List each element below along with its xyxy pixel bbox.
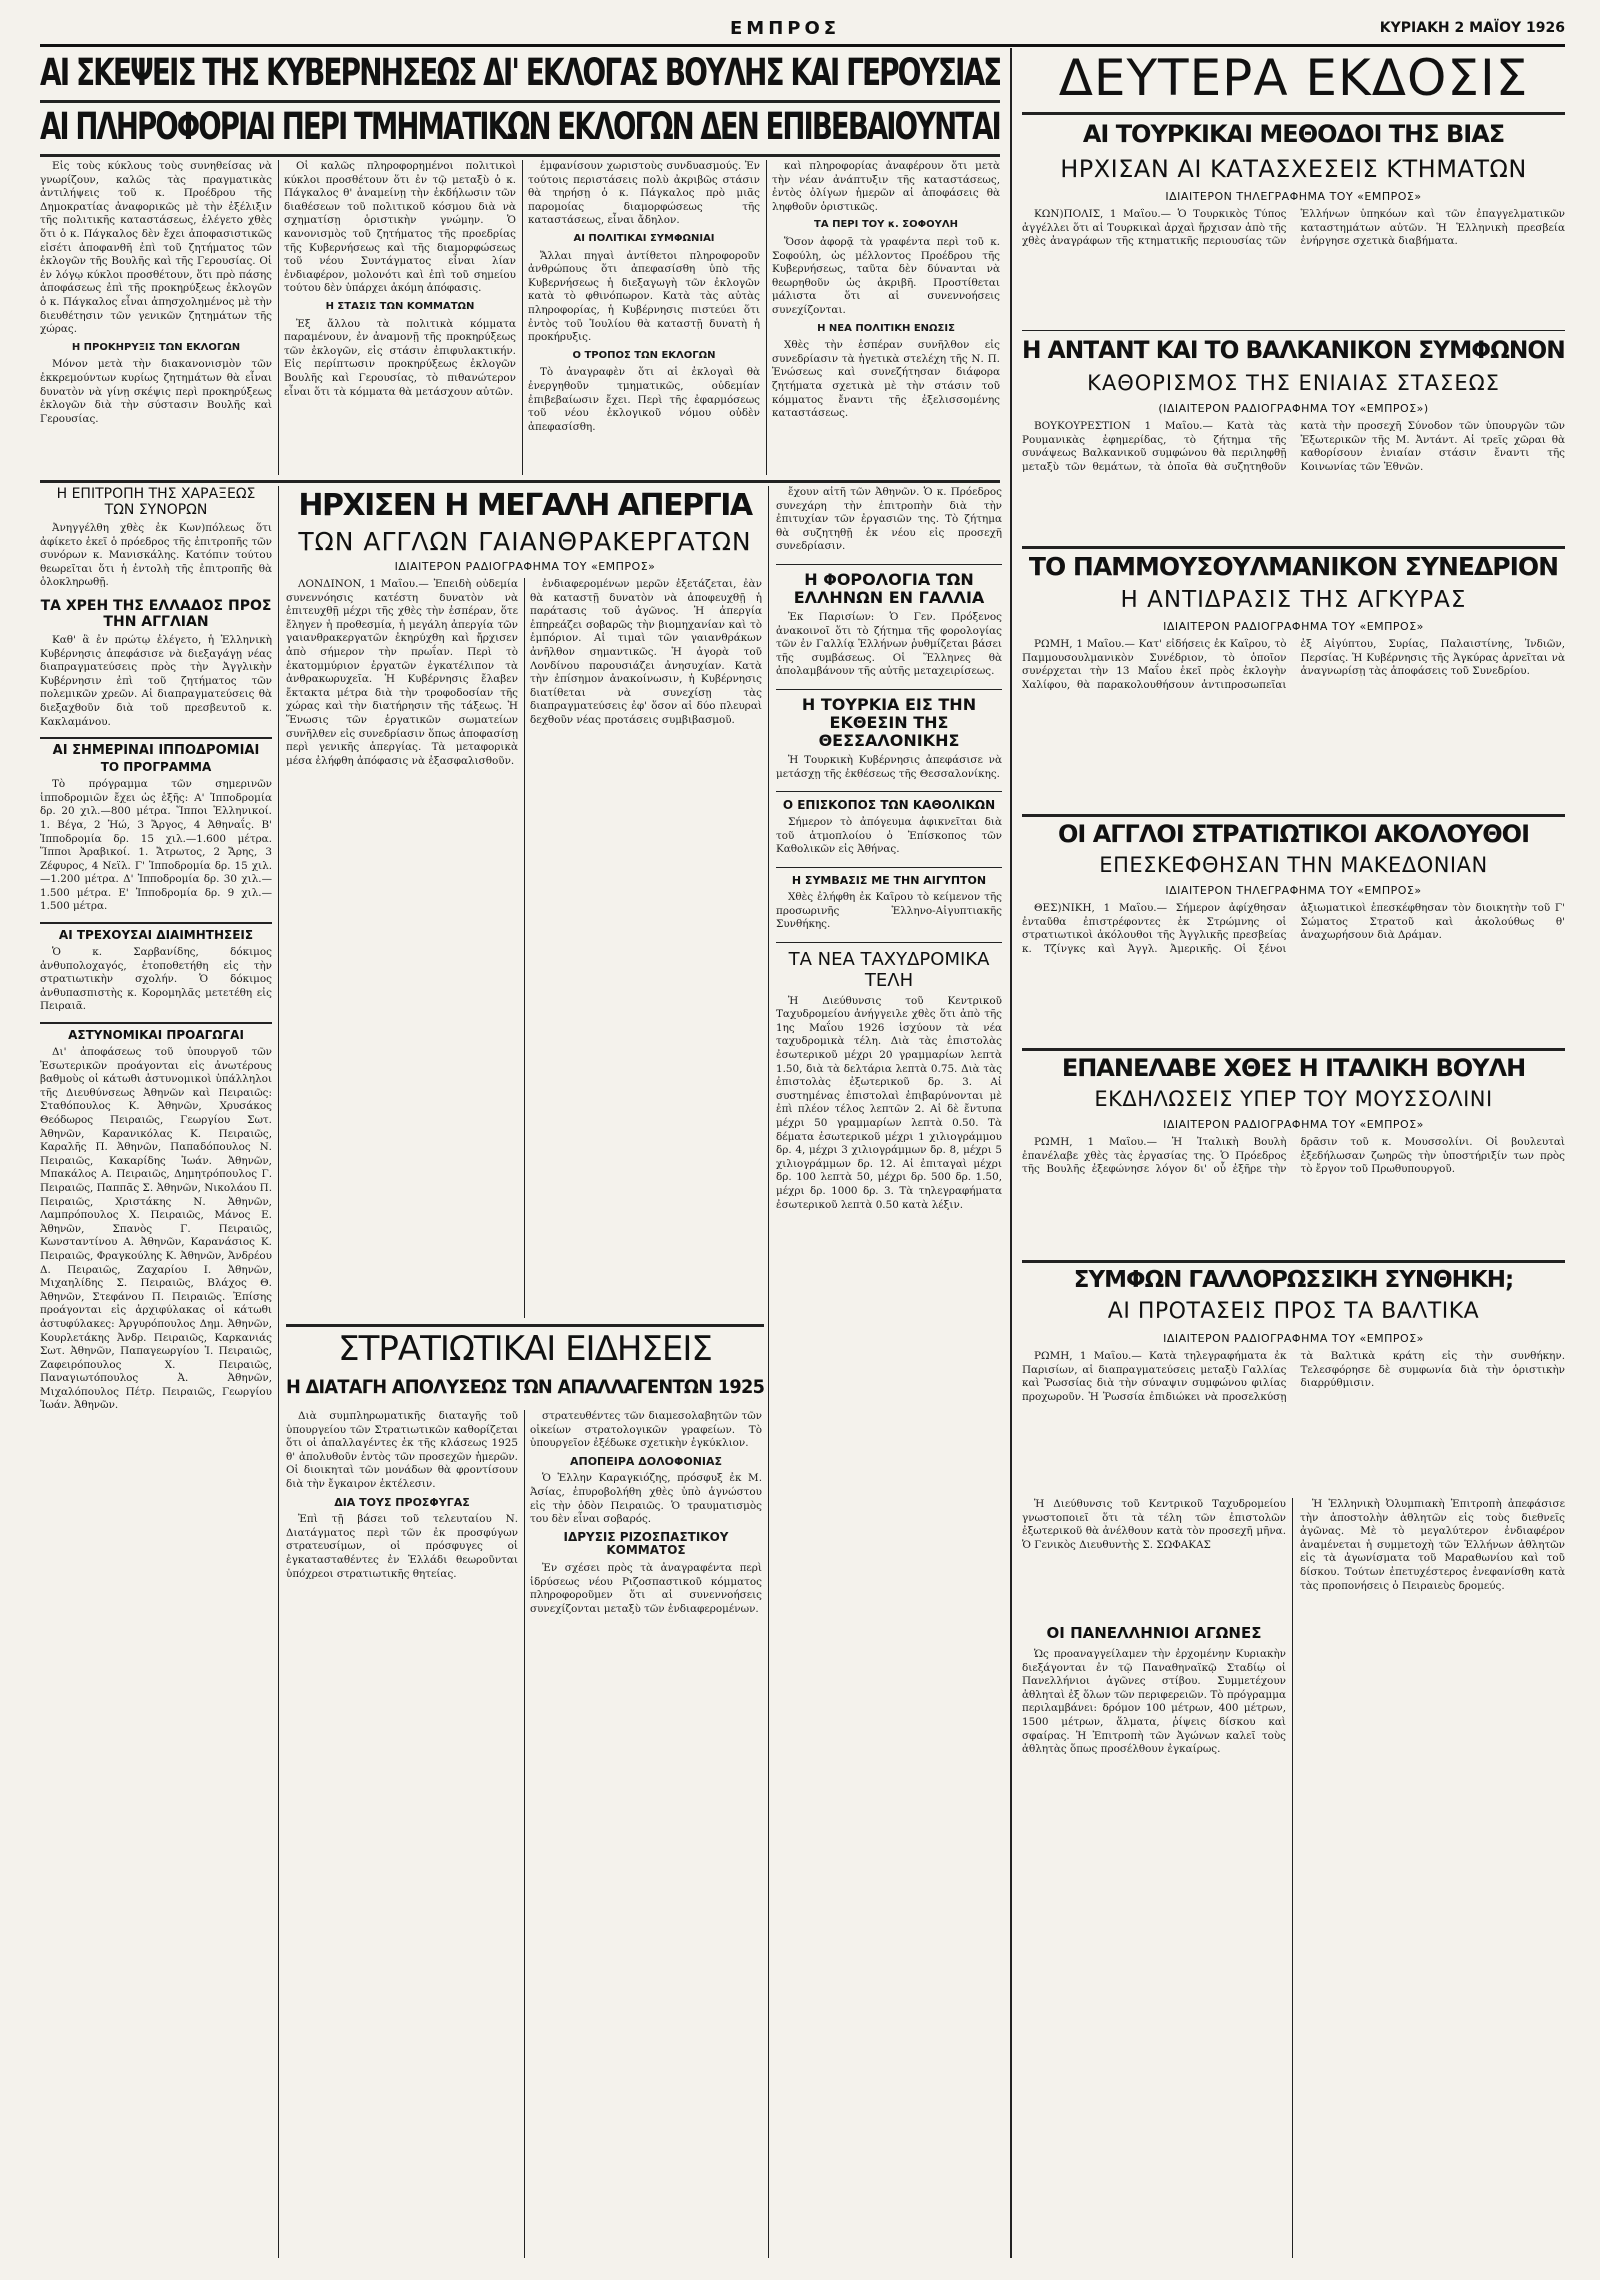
- article: [40, 634, 272, 733]
- masthead: [40, 18, 1565, 47]
- section-subtitle: ΤΟ ΠΡΟΓΡΑΜΜΑ: [100, 760, 212, 775]
- section-title: ΑΠΟΠΕΙΡΑ ΔΟΛΟΦΟΝΙΑΣ: [569, 1454, 723, 1468]
- section-title: Η ΠΡΟΚΗΡΥΞΙΣ ΤΩΝ ΕΚΛΟΓΩΝ: [71, 341, 241, 353]
- article: [40, 522, 272, 594]
- strike-subheadline: [286, 528, 764, 556]
- rule: [768, 486, 769, 2258]
- pan-islamic-body: [1022, 638, 1565, 808]
- article: [776, 611, 1002, 683]
- paragraph: Ἡ Ἑλληνικὴ Ὀλυμπιακὴ Ἐπιτροπὴ ἀπεφάσισε τὴν ἀποστολὴν ἀθλητῶν εἰς τοὺς διεθνεῖς ἀγῶνας. Μὲ τὸ μεγαλύτερον ἐνδιαφέρον ἀναμένεται ἡ συμμετοχὴ τῶν Ἑλλήνων ἀθλητῶν εἰς τὰ ἀγωνίσματα τοῦ Μαραθωνίου καὶ τοῦ δίσκου. Τούτων ἐπετυχέστερος ἐνεφανίσθη κατὰ τὰς προπονήσεις ὁ Πειραιεὺς δρομεύς.: [1300, 1498, 1565, 1592]
- right-top-body-2: [1022, 420, 1565, 538]
- paragraph: Τὸ ἀναγραφὲν ὅτι αἱ ἐκλογαὶ θὰ ἐνεργηθοῦν τμηματικῶς, οὐδεμίαν ἐπιβεβαίωσιν ἔχει. Περὶ τῆς ἐφαρμόσεως τοῦ νέου ἐκλογικοῦ νόμου οὐδὲν ἀπεφασίσθη.: [528, 366, 760, 433]
- paragraph: Ἐν σχέσει πρὸς τὰ ἀναγραφέντα περὶ ἱδρύσεως νέου Ριζοσπαστικοῦ κόμματος πληροφοροῦμεν ὅτι αἱ συνεννοήσεις συνεχίζονται μεταξὺ τῶν ἐνδιαφερομένων.: [530, 1561, 762, 1615]
- paragraph: Χθὲς τὴν ἑσπέραν συνῆλθον εἰς συνεδρίασιν τὰ ἡγετικὰ στελέχη τῆς Ν. Π. Ἑνώσεως καὶ συνεζήτησαν διάφορα ζητήματα σχετικὰ μὲ τὴν στάσιν τοῦ κόμματος ἔναντι τῆς ἐξελισσομένης καταστάσεως.: [772, 339, 1000, 420]
- credit-line: ΙΔΙΑΙΤΕΡΟΝ ΡΑΔΙΟΓΡΑΦΗΜΑ ΤΟΥ «ΕΜΠΡΟΣ»: [394, 560, 656, 573]
- left-column: [40, 486, 272, 2258]
- right-top-body: [1022, 208, 1565, 326]
- paragraph: Ἡ Τουρκικὴ Κυβέρνησις ἀπεφάσισε νὰ μετάσχῃ τῆς ἐκθέσεως τῆς Θεσσαλονίκης.: [776, 753, 1002, 780]
- paragraph: Εἰς τοὺς κύκλους τοὺς συνηθείσας νὰ γνωρίζουν, καλῶς τὰς πραγματικὰς ἀντιλήψεις τοῦ κ. Προέδρου τῆς Δημοκρατίας ἀναφορικῶς μὲ τὴν ἐξέλιξιν τῆς πολιτικῆς καταστάσεως, ἐλέγετο χθὲς ὅτι ὁ κ. Πάγκαλος δὲν ἔχει ἀποφασιστικῶς εἰσέτι ἀποφανθῆ ἐπὶ τοῦ ζητήματος τῶν ἐκλογῶν τῆς Βουλῆς καὶ τῆς Γερουσίας. Οἱ ἐν λόγῳ κύκλοι προσθέτουν, ὅτι πρὸ πάσης ἀποφάσεως ἐπὶ τῆς προκηρύξεως ἐκλογῶν ὁ κ. Πάγκαλος εἶναι ἀπησχολημένος μὲ τὴν διευθέτησιν τῶν γενικῶν ζητημάτων τῆς χώρας.: [40, 160, 272, 336]
- paragraph: ἔχουν αἰτῆ τῶν Ἀθηνῶν. Ὁ κ. Πρόεδρος συνεχάρη τὴν ἐπιτροπὴν διὰ τὴν ἐπιτυχίαν τῶν ἐργασιῶν της. Τὸ ζήτημα θὰ συζητηθῇ ἐκ νέου εἰς προσεχῆ συνεδρίασιν.: [776, 486, 1002, 553]
- credit-line: ΙΔΙΑΙΤΕΡΟΝ ΡΑΔΙΟΓΡΑΦΗΜΑ ΤΟΥ «ΕΜΠΡΟΣ»: [1163, 1118, 1424, 1131]
- paragraph: ΛΟΝΔΙΝΟΝ, 1 Μαΐου.— Ἐπειδὴ οὐδεμία συνεννόησις κατέστη δυνατὸν νὰ ἐπιτευχθῇ μέχρι τῆς χθὲς τὴν ἑσπέραν, ὅτε ἔληγεν ἡ προθεσμία, ἡ μεγάλη ἀπεργία τῶν γαιανθρακεργατῶν ἐκηρύχθη καὶ ἤρχισεν ἀπὸ σήμερον τὴν πρωΐαν. Περὶ τὸ ἑκατομμύριον ἐργατῶν ἐγκατέλιπον τὰ ἀνθρακωρυχεῖα. Ἡ Κυβέρνησις ἔλαβεν ἔκτακτα μέτρα διὰ τὴν τροφοδοσίαν τῆς χώρας καὶ τὴν διατήρησιν τῆς τάξεως. Ἡ Ἕνωσις τῶν ἐργατικῶν σωματείων συνῆλθεν εἰς συνεδρίασιν ὅπως ἀποφασίσῃ περὶ γενικῆς ἀπεργίας. Τὰ μεταφορικὰ μέσα ἐλήφθη ἀπόφασις νὰ ἐξασφαλισθοῦν.: [286, 578, 518, 767]
- paragraph: Ἀνηγγέλθη χθὲς ἐκ Κων)πόλεως ὅτι ἀφίκετο ἐκεῖ ὁ πρόεδρος τῆς ἐπιτροπῆς τῶν συνόρων κ. Μανισκάλης. Κατόπιν τούτου θεωρεῖται ὅτι ἡ ἐντολὴ τῆς ἐπιτροπῆς θὰ ὁλοκληρωθῇ.: [40, 522, 272, 589]
- paragraph: Ἐκ Παρισίων: Ὁ Γεν. Πρόξενος ἀνακοινοῖ ὅτι τὸ ζήτημα τῆς φορολογίας τῶν ἐν Γαλλίᾳ Ἑλλήνων ῥυθμίζεται βάσει τῆς συμβάσεως. Οἱ Ἕλληνες θὰ ἀπολαμβάνουν τῆς αὐτῆς μεταχειρίσεως.: [776, 610, 1002, 678]
- section-title: Ο ΤΡΟΠΟΣ ΤΩΝ ΕΚΛΟΓΩΝ: [572, 349, 716, 361]
- rule: [40, 1022, 272, 1024]
- military-subheadline: [286, 1378, 764, 1398]
- rule: [524, 1410, 525, 2258]
- headline-text: ΚΑΘΟΡΙΣΜΟΣ ΤΗΣ ΕΝΙΑΙΑΣ ΣΤΑΣΕΩΣ: [1087, 372, 1500, 395]
- section-title: Η ΣΥΜΒΑΣΙΣ ΜΕ ΤΗΝ ΑΙΓΥΠΤΟΝ: [791, 873, 987, 887]
- section-title: ΑΙ ΠΟΛΙΤΙΚΑΙ ΣΥΜΦΩΝΙΑΙ: [573, 232, 715, 244]
- rule: [278, 486, 279, 2258]
- section-title: Η ΕΠΙΤΡΟΠΗ ΤΗΣ ΧΑΡΑΞΕΩΣ ΤΩΝ ΣΥΝΟΡΩΝ: [56, 486, 256, 518]
- paragraph: ΘΕΣ)ΝΙΚΗ, 1 Μαΐου.— Σήμερον ἀφίχθησαν ἐνταῦθα ἐπιστρέφοντες ἐκ Στρώμνης οἱ στρατιωτικοὶ ἀκόλουθοι τῆς Ἀγγλικῆς πρεσβείας κ. Τζίνγκς καὶ Ἀγγλ. Ἀμερικῆς. Οἱ ξένοι ἀξιωματικοὶ ἐπεσκέφθησαν τὸν διοικητὴν τοῦ Γ' Σώματος Στρατοῦ καὶ ἀκολούθως θ' ἀναχωρήσουν διὰ Δράμαν.: [1022, 902, 1565, 955]
- headline-text: ΣΥΜΦΩΝ ΓΑΛΛΟΡΩΣΣΙΚΗ ΣΥΝΘΗΚΗ;: [1073, 1268, 1514, 1293]
- rule: [1010, 48, 1012, 2258]
- top-col-4: [772, 160, 1000, 475]
- newspaper-name: ΕΜΠΡΟΣ: [730, 18, 841, 39]
- article: [776, 995, 1002, 1217]
- headline-text: ΕΚΔΗΛΩΣΕΙΣ ΥΠΕΡ ΤΟΥ ΜΟΥΣΣΟΛΙΝΙ: [1094, 1088, 1493, 1111]
- rule: [1022, 330, 1565, 331]
- credit-line: ΙΔΙΑΙΤΕΡΟΝ ΡΑΔΙΟΓΡΑΦΗΜΑ ΤΟΥ «ΕΜΠΡΟΣ»: [1163, 1332, 1424, 1345]
- article: [40, 946, 272, 1018]
- olympic-committee-body: [1300, 1498, 1565, 2258]
- rule: [524, 578, 525, 1318]
- attaches-headline: [1022, 822, 1565, 847]
- paragraph: ΚΩΝ)ΠΟΛΙΣ, 1 Μαΐου.— Ὁ Τουρκικὸς Τύπος ἀγγέλλει ὅτι αἱ Τουρκικαὶ ἀρχαὶ ἤρχισαν ἀπὸ τῆς χθὲς ἀναγράφων τῆς κτηματικῆς περιουσίας τῶν Ἑλλήνων ὑπηκόων καὶ τῶν ἐπαγγελματικῶν καταστημάτων αὐτῶν. Ἡ Ἑλληνικὴ πρεσβεία ἐνήργησε σχετικὰ διαβήματα.: [1022, 208, 1565, 248]
- rule: [1022, 112, 1565, 115]
- rule: [1292, 1498, 1293, 2258]
- section-title: Η ΦΟΡΟΛΟΓΙΑ ΤΩΝ ΕΛΛΗΝΩΝ ΕΝ ΓΑΛΛΙΑ: [793, 569, 985, 607]
- strike-headline: [286, 490, 764, 522]
- paragraph: Ἐπὶ τῇ βάσει τοῦ τελευταίου Ν. Διατάγματος περὶ τῶν ἐκ προσφύγων στρατευσίμων, οἱ πρόσφυγες οἱ ἐγκατασταθέντες ἐν Ἑλλάδι θεωροῦνται ὑπόχρεοι στρατιωτικῆς θητείας.: [286, 1513, 518, 1580]
- headline-text: Η ΑΝΤΙΔΡΑΣΙΣ ΤΗΣ ΑΓΚΥΡΑΣ: [1120, 588, 1467, 613]
- military-col-2: [530, 1410, 762, 2258]
- paragraph: Μόνον μετὰ τὴν διακανονισμὸν τῶν ἐκκρεμούντων κυρίως ζητημάτων θὰ εἶναι δυνατὸν νὰ γίνῃ σκέψις περὶ προκηρύξεως ἐκλογῶν διὰ τὴν σύστασιν Βουλῆς καὶ Γερουσίας.: [40, 358, 272, 425]
- rule: [40, 922, 272, 924]
- military-col-1: [286, 1410, 518, 2258]
- headline-text: ΗΡΧΙΣΑΝ ΑΙ ΚΑΤΑΣΧΕΣΕΙΣ ΚΤΗΜΑΤΩΝ: [1060, 156, 1527, 183]
- paragraph: Σήμερον τὸ ἀπόγευμα ἀφικνεῖται διὰ τοῦ ἀτμοπλοίου ὁ Ἐπίσκοπος τῶν Καθολικῶν εἰς Ἀθήνας.: [776, 816, 1002, 856]
- top-col-3: [528, 160, 760, 475]
- paragraph: Ὁ Ἑλλην Καραγκιόζης, πρόσφυξ ἐκ Μ. Ἀσίας, ἐπυροβολήθη χθὲς ὑπὸ ἀγνώστου εἰς τὴν ὁδὸν Πειραιῶς. Ὁ τραυματισμὸς του δὲν εἶναι σοβαρός.: [530, 1472, 762, 1526]
- pan-islamic-headline: [1022, 554, 1565, 580]
- headline-text: ΤΩΝ ΑΓΓΛΩΝ ΓΑΙΑΝΘΡΑΚΕΡΓΑΤΩΝ: [298, 528, 752, 556]
- article: [40, 1046, 272, 1417]
- top-headline-1: [40, 54, 1000, 93]
- section-title: Η ΣΤΑΣΙΣ ΤΩΝ ΚΟΜΜΑΤΩΝ: [325, 300, 475, 312]
- paragraph: Ὅσον ἀφορᾷ τὰ γραφέντα περὶ τοῦ κ. Σοφούλη, ὡς μέλλοντος Προέδρου τῆς Κυβερνήσεως, ταῦτα δὲν δύνανται νὰ θεωρηθοῦν ὡς ἀκριβῆ. Προστίθεται μάλιστα ὅτι αἱ συνεννοήσεις συνεχίζονται.: [772, 235, 1000, 316]
- rule: [40, 737, 272, 739]
- rule: [776, 564, 1002, 565]
- center-column: [776, 486, 1002, 2258]
- rule: [776, 791, 1002, 792]
- franco-russian-headline: [1022, 1268, 1565, 1292]
- paragraph: στρατευθέντες τῶν διαμεσολαβητῶν τῶν οἰκείων στρατολογικῶν γραφείων. Τὸ ὑπουργεῖον ἐξέδωκε σχετικὴν ἐγκύκλιον.: [530, 1410, 762, 1450]
- rule: [522, 160, 523, 475]
- paragraph: Ἡ Διεύθυνσις τοῦ Κεντρικοῦ Ταχυδρομείου ἀνήγγειλε χθὲς ὅτι ἀπὸ τῆς 1ης Μαΐου 1926 ἰσχύουν τὰ νέα ταχυδρομικὰ τέλη. Διὰ τὰς ἐπιστολὰς ἐσωτερικοῦ μέχρι 20 γραμμαρίων λεπτὰ 1.50, διὰ τὰ δελτάρια λεπτὰ 0.75. Διὰ τὰς ἐπιστολὰς ἐξωτερικοῦ δρ. 3. Αἱ συστημένας ἐπιστολαὶ ἐπιβαρύνονται μὲ ἐπὶ πλέον τέλος λεπτῶν 2. Αἱ δὲ ἔντυπα μέχρι 50 γραμμαρίων λεπτὰ 0.50. Τὰ δέματα ἐσωτερικοῦ μέχρι 1 χιλιογράμμου δρ. 4, μέχρι 3 χιλιογράμμων δρ. 8, μέχρι 5 χιλιογράμμων δρ. 12. Αἱ ἐπιταγαὶ μέχρι δρ. 100 λεπτὰ 50, μέχρι δρ. 500 δρ. 1.50, μέχρι δρ. 1000 δρ. 3. Τὰ τηλεγραφήματα ἐσωτερικοῦ λεπτὰ 0.50 κατὰ λέξιν.: [776, 994, 1002, 1211]
- headline-text: Η ΔΙΑΤΑΓΗ ΑΠΟΛΥΣΕΩΣ ΤΩΝ ΑΠΑΛΛΑΓΕΝΤΩΝ 1925: [286, 1378, 764, 1398]
- credit-line: ΙΔΙΑΙΤΕΡΟΝ ΡΑΔΙΟΓΡΑΦΗΜΑ ΤΟΥ «ΕΜΠΡΟΣ»: [1163, 620, 1424, 633]
- paragraph: ΡΩΜΗ, 1 Μαΐου.— Κατὰ τηλεγραφήματα ἐκ Παρισίων, αἱ διαπραγματεύσεις μεταξὺ Γαλλίας καὶ Ῥωσσίας διὰ τὴν σύναψιν συμφώνου φιλίας προχωροῦν. Ἡ Ῥωσσία ἐπιδιώκει νὰ προσελκύσῃ τὰ Βαλτικὰ κράτη εἰς τὴν συνθήκην. Τελεσφόρησε δὲ συμφωνία διὰ τὴν ὁριστικὴν διαρρύθμισιν.: [1022, 1350, 1565, 1403]
- paragraph: ΡΩΜΗ, 1 Μαΐου.— Ἡ Ἰταλικὴ Βουλὴ ἐπανέλαβε χθὲς τὰς ἐργασίας της. Ὁ Πρόεδρος τῆς Βουλῆς ἐξεφώνησε λόγον δι' οὗ ἐξῆρε τὴν δρᾶσιν τοῦ κ. Μουσσολίνι. Οἱ βουλευταὶ ἐξεδήλωσαν ζωηρῶς τὴν ὑποστήριξίν των πρὸς τὸ ἔργον τοῦ Πρωθυπουργοῦ.: [1022, 1136, 1565, 1176]
- credit-line: (ΙΔΙΑΙΤΕΡΟΝ ΡΑΔΙΟΓΡΑΦΗΜΑ ΤΟΥ «ΕΜΠΡΟΣ»): [1158, 402, 1429, 415]
- section-title: Ο ΕΠΙΣΚΟΠΟΣ ΤΩΝ ΚΑΘΟΛΙΚΩΝ: [782, 798, 996, 813]
- paragraph: Τὸ πρόγραμμα τῶν σημερινῶν ἱπποδρομιῶν ἔχει ὡς ἑξῆς: Α' Ἱπποδρομία δρ. 20 χιλ.—800 μέτρα. Ἵπποι Ἑλληνικοί. 1. Βέγα, 2 Ἠώ, 3 Ἄργος, 4 Ἀθηναΐς. Β' Ἱπποδρομία δρ. 15 χιλ.—1.600 μέτρα. Ἵπποι Ἀραβικοί. 1. Ἄτρωτος, 2 Ἄρης, 3 Ζέφυρος, 4 Νεϊλ. Γ' Ἱπποδρομία δρ. 15 χιλ.—1.200 μέτρα. Δ' Ἱπποδρομία δρ. 30 χιλ.—1.500 μέτρα. Ε' Ἱπποδρομία δρ. 9 χιλ.—1.500 μέτρα.: [40, 778, 272, 913]
- franco-russian-subheadline: [1022, 1300, 1565, 1324]
- section-title: ΔΙΑ ΤΟΥΣ ΠΡΟΣΦΥΓΑΣ: [334, 1495, 470, 1509]
- rule: [776, 867, 1002, 868]
- rule: [776, 689, 1002, 690]
- rule: [1022, 546, 1565, 549]
- paragraph: Ἐξ ἄλλου τὰ πολιτικὰ κόμματα παραμένουν, ἐν ἀναμονῇ τῆς προκηρύξεως τῶν ἐκλογῶν, εἰς στάσιν ἐπιφυλακτικήν. Εἰς περίπτωσιν προκηρύξεως ἐκλογῶν Βουλῆς καὶ Γερουσίας, τὸ πιθανώτερον εἶναι ὅτι τὰ κόμματα θὰ μετάσχουν αὐτῶν.: [284, 317, 516, 398]
- paragraph: ἐμφανίσουν χωριστοὺς συνδυασμούς. Ἐν τούτοις περιστάσεις πολὺ ἀκριβῶς στάσιν θὰ τηρήσῃ ὁ κ. Πάγκαλος πρὸ μιᾶς παρομοίας διαμορφώσεως τῆς καταστάσεως, εἶναι ἄδηλον.: [528, 160, 760, 227]
- strike-col-1: [286, 578, 518, 1318]
- postal-notice: [1022, 1498, 1286, 1618]
- headline-text: ΗΡΧΙΣΕΝ Η ΜΕΓΑΛΗ ΑΠΕΡΓΙΑ: [298, 490, 752, 522]
- paragraph: ἐνδιαφερομένων μερῶν ἐξετάζεται, ἐὰν θὰ καταστῇ δυνατὸν νὰ ἀποφευχθῇ ἡ παράτασις τοῦ ἀγῶνος. Ἡ ἀπεργία ἐπηρεάζει σοβαρῶς τὴν βιομηχανίαν καὶ τὸ ἐμπόριον. Αἱ τιμαὶ τῶν γαιανθράκων ἀνῆλθον σημαντικῶς. Ἡ ἀγορὰ τοῦ Λονδίνου παρουσιάζει ἀνησυχίαν. Κατὰ τὴν ἐπίσημον ἀνακοίνωσιν, ἡ Κυβέρνησις διατίθεται νὰ συνεχίσῃ τὰς διαπραγματεύσεις ἐφ' ὅσον αἱ δύο πλευραὶ δεχθοῦν νέας προτάσεις συμβιβασμοῦ.: [530, 578, 762, 726]
- panhellenic-games-body: [1022, 1648, 1286, 2258]
- rule: [766, 160, 767, 475]
- credit-line: ΙΔΙΑΙΤΕΡΟΝ ΤΗΛΕΓΡΑΦΗΜΑ ΤΟΥ «ΕΜΠΡΟΣ»: [1165, 884, 1422, 897]
- article: [776, 754, 1002, 785]
- section-title: ΑΣΤΥΝΟΜΙΚΑΙ ΠΡΟΑΓΩΓΑΙ: [68, 1028, 244, 1043]
- headline-text: ΑΙ ΤΟΥΡΚΙΚΑΙ ΜΕΘΟΔΟΙ ΤΗΣ ΒΙΑΣ: [1082, 122, 1505, 148]
- paragraph: Ὁ κ. Σαρβανίδης, δόκιμος ἀνθυπολοχαγός, ἐτοποθετήθη εἰς τὴν στρατιωτικὴν σχολήν. Ὁ δόκιμος ἀνθυπασπιστὴς κ. Κορομηλᾶς μετετέθη εἰς Πειραιᾶ.: [40, 946, 272, 1013]
- top-col-2: [284, 160, 516, 475]
- headline-text: ΑΙ ΠΡΟΤΑΣΕΙΣ ΠΡΟΣ ΤΑ ΒΑΛΤΙΚΑ: [1107, 1300, 1480, 1324]
- section-title: ΤΑ ΠΕΡΙ ΤΟΥ κ. ΣΟΦΟΥΛΗ: [814, 219, 958, 231]
- second-edition-title: [1022, 52, 1565, 105]
- strike-col-2: [530, 578, 762, 1318]
- headline-text: ΔΕΥΤΕΡΑ ΕΚΔΟΣΙΣ: [1058, 52, 1529, 105]
- headline-text: ΕΠΕΣΚΕΦΘΗΣΑΝ ΤΗΝ ΜΑΚΕΔΟΝΙΑΝ: [1099, 854, 1488, 877]
- paragraph: Διὰ συμπληρωματικῆς διαταγῆς τοῦ ὑπουργείου τῶν Στρατιωτικῶν καθορίζεται ὅτι οἱ ἀπαλλαγέντες ἐκ τῆς κλάσεως 1925 θ' ἀπολυθοῦν ἐντὸς τῶν προσεχῶν ἡμερῶν. Οἱ διοικηταὶ τῶν μονάδων θὰ φροντίσουν διὰ τὴν ἔγκαιρον ἐκτέλεσιν.: [286, 1410, 518, 1490]
- rule: [1022, 1260, 1565, 1263]
- italian-parliament-subheadline: [1022, 1088, 1565, 1111]
- rule: [40, 154, 1000, 157]
- italian-parliament-body: [1022, 1136, 1565, 1254]
- section-title: ΤΑ ΝΕΑ ΤΑΧΥΔΡΟΜΙΚΑ ΤΕΛΗ: [788, 948, 990, 991]
- headline-text: ΣΤΡΑΤΙΩΤΙΚΑΙ ΕΙΔΗΣΕΙΣ: [338, 1332, 712, 1368]
- rule: [40, 100, 1000, 103]
- attaches-body: [1022, 902, 1565, 1042]
- section-title: ΤΑ ΧΡΕΗ ΤΗΣ ΕΛΛΑΔΟΣ ΠΡΟΣ ΤΗΝ ΑΓΓΛΙΑΝ: [40, 597, 272, 630]
- article: [776, 891, 1002, 936]
- section-title: ΑΙ ΤΡΕΧΟΥΣΑΙ ΔΙΑΙΜΗΤΗΣΕΙΣ: [58, 928, 254, 943]
- section-title: ΑΙ ΣΗΜΕΡΙΝΑΙ ΙΠΠΟΔΡΟΜΙΑΙ: [52, 743, 260, 759]
- paragraph: Ὡς προαναγγείλαμεν τὴν ἐρχομένην Κυριακὴν διεξάγονται ἐν τῷ Παναθηναϊκῷ Σταδίῳ οἱ Πανελλήνιοι ἀγῶνες στίβου. Συμμετέχουν ἀθληταὶ ἐξ ὅλων τῶν περιφερειῶν. Τὸ πρόγραμμα περιλαμβάνει: δρόμον 100 μέτρων, 400 μέτρων, 1500 μέτρων, ἅλματα, ῥίψεις δίσκου καὶ σφαίρας. Ἡ Ἐπιτροπὴ τῶν Ἀγώνων καλεῖ τοὺς ἀθλητὰς ὅπως προσέλθουν ἐγκαίρως.: [1022, 1648, 1286, 1756]
- section-title: ΙΔΡΥΣΙΣ ΡΙΖΟΣΠΑΣΤΙΚΟΥ ΚΟΜΜΑΤΟΣ: [563, 1529, 729, 1558]
- headline-text: ΑΙ ΠΛΗΡΟΦΟΡΙΑΙ ΠΕΡΙ ΤΜΗΜΑΤΙΚΩΝ ΕΚΛΟΓΩΝ ΔΕΝ ΕΠΙΒΕΒΑΙΟΥΝΤΑΙ: [40, 108, 1000, 147]
- attaches-subheadline: [1022, 854, 1565, 877]
- rule: [278, 160, 279, 475]
- pan-islamic-subheadline: [1022, 588, 1565, 613]
- franco-russian-body: [1022, 1350, 1565, 1490]
- right-subheadline-1: [1022, 156, 1565, 182]
- paragraph: Χθὲς ἐλήφθη ἐκ Καΐρου τὸ κείμενον τῆς προσωρινῆς Ἑλληνο-Αἰγυπτιακῆς Συνθήκης.: [776, 890, 1002, 931]
- military-headline: [286, 1332, 764, 1368]
- rule: [286, 1324, 764, 1327]
- credit-line: ΙΔΙΑΙΤΕΡΟΝ ΤΗΛΕΓΡΑΦΗΜΑ ΤΟΥ «ΕΜΠΡΟΣ»: [1165, 190, 1422, 203]
- headline-text: Η ΑΝΤΑΝΤ ΚΑΙ ΤΟ ΒΑΛΚΑΝΙΚΟΝ ΣΥΜΦΩΝΟΝ: [1022, 338, 1565, 364]
- paragraph: ΒΟΥΚΟΥΡΕΣΤΙΟΝ 1 Μαΐου.— Κατὰ τὰς Ρουμανικὰς ἐφημερίδας, τὸ ζήτημα τῆς συνάψεως Βαλκανικοῦ συμφώνου θὰ περιληφθῇ μεταξὺ τῶν θεμάτων, τὰ ὁποῖα θὰ συζητηθοῦν κατὰ τὴν προσεχῆ Σύνοδον τῶν ὑπουργῶν τῶν Ἐξωτερικῶν τῆς Μ. Ἀντάντ. Αἱ τρεῖς χῶραι θὰ καθορίσουν ἑνιαίαν στάσιν ἔναντι τῆς Κοινωνίας τῶν Ἐθνῶν.: [1022, 420, 1565, 473]
- article: [776, 486, 1002, 558]
- top-headline-2: [40, 108, 1000, 147]
- paragraph: καὶ πληροφορίας ἀναφέρουν ὅτι μετὰ τὴν νέαν ἀνάπτυξιν τῆς καταστάσεως, ἐντὸς ὀλίγων ἡμερῶν αἱ ἀποφάσεις θὰ ληφθοῦν ὁριστικῶς.: [772, 160, 1000, 213]
- paragraph: Ἄλλαι πηγαὶ ἀντίθετοι πληροφοροῦν ἀνθρώπους ὅτι ἀπεφασίσθη ὑπὸ τῆς Κυβερνήσεως ἡ διεξαγωγὴ τῶν ἐκλογῶν κατὰ τὸ φθινόπωρον. Κατὰ τὰς αὐτὰς πληροφορίας, ἡ Κυβέρνησις πιστεύει ὅτι ἐντὸς τοῦ Ἰουλίου θὰ καταστῇ δυνατὴ ἡ προκήρυξις.: [528, 249, 760, 344]
- paragraph: Δι' ἀποφάσεως τοῦ ὑπουργοῦ τῶν Ἐσωτερικῶν προάγονται εἰς ἀνωτέρους βαθμοὺς οἱ κάτωθι ἀστυνομικοὶ ὑπάλληλοι τῆς Διευθύνσεως Ἀθηνῶν καὶ Πειραιῶς: Σταθόπουλος Κ. Ἀθηνῶν, Χρυσάκος Θεόδωρος Πειραιῶς, Γεωργίου Σωτ. Ἀθηνῶν, Καρανικόλας Κ. Πειραιῶς, Καραλῆς Π. Ἀθηνῶν, Παπαδόπουλος Ν. Πειραιῶς, Κακαρίδης Ἰωάν. Ἀθηνῶν, Μπακάλος Α. Πειραιῶς, Δημητρόπουλος Γ. Πειραιῶς, Παππᾶς Σ. Ἀθηνῶν, Νικολάου Π. Πειραιῶς, Χριστάκης Ν. Ἀθηνῶν, Λαμπρόπουλος Χ. Πειραιῶς, Μάνος Ε. Ἀθηνῶν, Σπανὸς Γ. Πειραιῶς, Κωνσταντίνου Α. Ἀθηνῶν, Καρανάσιος Κ. Πειραιῶς, Φραγκούλης Κ. Ἀθηνῶν, Ἀνδρέου Δ. Πειραιῶς, Ζαχαρίου Ι. Ἀθηνῶν, Μιχαηλίδης Σ. Πειραιῶς, Βλάχος Θ. Ἀθηνῶν, Στεφάνου Π. Πειραιῶς. Ἐπίσης προάγονται εἰς ἀρχιφύλακας οἱ κάτωθι ἀστυφύλακες: Ἀργυρόπουλος Δημ. Ἀθηνῶν, Κουρλετάκης Ἀνδρ. Πειραιῶς, Καρκανιάς Σωτ. Ἀθηνῶν, Παπαγεωργίου Ἰ. Πειραιῶς, Ζαφειρόπουλος Χ. Πειραιῶς, Παναγιωτόπουλος Ἀ. Ἀθηνῶν, Μιχαλόπουλος Πέτρ. Πειραιῶς, Γεωργίου Ἰωάν. Ἀθηνῶν.: [40, 1046, 272, 1412]
- paragraph: ΡΩΜΗ, 1 Μαΐου.— Κατ' εἰδήσεις ἐκ Καΐρου, τὸ Παμμουσουλμανικὸν Συνέδριον, τὸ ὁποῖον συνέρχεται τὴν 13 Μαΐου ἐκεῖ πρὸς ἐκλογὴν Χαλίφου, θὰ παρακολουθήσουν ἀντιπροσωπεῖαι ἐξ Αἰγύπτου, Συρίας, Παλαιστίνης, Ἰνδιῶν, Περσίας. Ἡ Κυβέρνησις τῆς Ἀγκύρας ἀρνεῖται νὰ ἀναγνωρίσῃ τὰς ἀποφάσεις τοῦ Συνεδρίου.: [1022, 638, 1565, 691]
- article: [40, 778, 272, 918]
- headline-text: ΑΙ ΣΚΕΨΕΙΣ ΤΗΣ ΚΥΒΕΡΝΗΣΕΩΣ ΔΙ' ΕΚΛΟΓΑΣ ΒΟΥΛΗΣ ΚΑΙ ΓΕΡΟΥΣΙΑΣ: [40, 54, 1000, 93]
- headline-text: ΟΙ ΑΓΓΛΟΙ ΣΤΡΑΤΙΩΤΙΚΟΙ ΑΚΟΛΟΥΘΟΙ: [1058, 822, 1529, 848]
- right-subheadline-2: [1022, 372, 1565, 395]
- right-headline-1: [1022, 122, 1565, 147]
- right-headline-2: [1022, 338, 1565, 363]
- top-col-1: [40, 160, 272, 475]
- rule: [1022, 1048, 1565, 1051]
- newspaper-page: [40, 18, 1565, 2263]
- italian-parliament-headline: [1022, 1056, 1565, 1081]
- headline-text: ΤΟ ΠΑΜΜΟΥΣΟΥΛΜΑΝΙΚΟΝ ΣΥΝΕΔΡΙΟΝ: [1028, 554, 1559, 581]
- paragraph: Καθ' ἃ ἐν πρώτῳ ἐλέγετο, ἡ Ἑλληνικὴ Κυβέρνησις ἀπεφάσισε νὰ διεξαγάγῃ νέας διαπραγματεύσεις πρὸς τὴν Ἀγγλικὴν Κυβέρνησιν ἐπὶ τοῦ ζητήματος τῶν πολεμικῶν χρεῶν. Αἱ διαπραγματεύσεις θὰ διεξαχθοῦν διὰ τοῦ πρεσβευτοῦ κ. Κακλαμάνου.: [40, 633, 272, 728]
- paragraph: Οἱ καλῶς πληροφορημένοι πολιτικοὶ κύκλοι προσθέτουν ὅτι ἐν τῷ μεταξὺ ὁ κ. Πάγκαλος θ' ἀναμείνῃ τὴν ἐκδήλωσιν τῶν διαθέσεων τοῦ πολιτικοῦ κόσμου διὰ νὰ σχηματίσῃ ὁριστικὴν γνώμην. Ὁ κανονισμὸς τοῦ ζητήματος τῆς προεδρίας τῆς Κυβερνήσεως καὶ τῆς διαμορφώσεως τοῦ νέου Συντάγματος εἶναι λίαν ἐνδιαφέρον, μολονότι καὶ ἐπὶ τοῦ σημείου τούτου δὲν ὑπάρχει ἀκόμη ἀπόφασις.: [284, 160, 516, 295]
- rule: [40, 480, 1000, 483]
- panhellenic-games-headline: ΟΙ ΠΑΝΕΛΛΗΝΙΟΙ ΑΓΩΝΕΣ: [1046, 1624, 1262, 1642]
- section-title: Η ΤΟΥΡΚΙΑ ΕΙΣ ΤΗΝ ΕΚΘΕΣΙΝ ΤΗΣ ΘΕΣΣΑΛΟΝΙΚΗΣ: [801, 694, 977, 750]
- section-title: Η ΝΕΑ ΠΟΛΙΤΙΚΗ ΕΝΩΣΙΣ: [817, 322, 955, 334]
- paragraph: Ἡ Διεύθυνσις τοῦ Κεντρικοῦ Ταχυδρομείου γνωστοποιεῖ ὅτι τὰ τέλη τῶν ἐπιστολῶν ἐξωτερικοῦ θὰ ἀνέλθουν κατὰ τὸν προσεχῆ μῆνα. Ὁ Γενικὸς Διευθυντὴς Σ. ΣΩΦΑΚΑΣ: [1022, 1498, 1286, 1551]
- headline-text: ΕΠΑΝΕΛΑΒΕ ΧΘΕΣ Η ΙΤΑΛΙΚΗ ΒΟΥΛΗ: [1061, 1056, 1526, 1082]
- article: [776, 816, 1002, 861]
- rule: [1022, 814, 1565, 817]
- issue-date: ΚΥΡΙΑΚΗ 2 ΜΑΪΟΥ 1926: [1379, 20, 1565, 36]
- rule: [776, 942, 1002, 943]
